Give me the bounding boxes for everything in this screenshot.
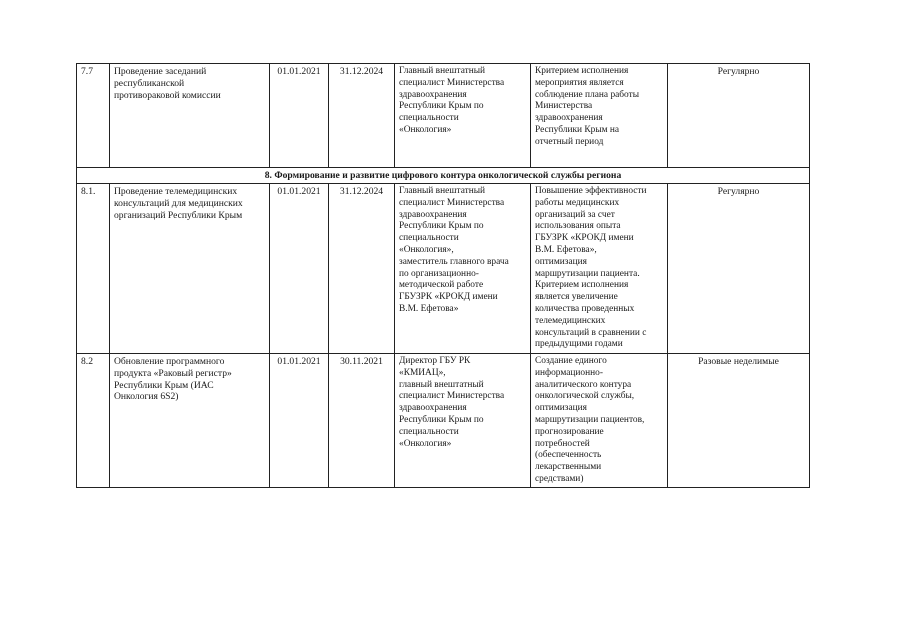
responsible-party: Главный внештатный специалист Министерства здравоохранения Республики Крым по специальности «Онкология» [395,64,531,168]
responsible-party: Директор ГБУ РК «КМИАЦ», главный внештатный специалист Министерства здравоохранения Республики Крым по специальности «Онкология» [395,354,531,488]
row-number: 8.2 [77,354,110,488]
periodicity: Разовые неделимые [668,354,810,488]
end-date: 31.12.2024 [329,184,395,354]
section-title: 8. Формирование и развитие цифрового контура онкологической службы региона [77,168,810,184]
event-name: Проведение телемедицинских консультаций для медицинских организаций Республики Крым [110,184,270,354]
start-date: 01.01.2021 [270,184,329,354]
table-row [77,354,810,488]
activity-plan-table [76,63,810,488]
expected-result: Повышение эффективности работы медицинских организаций за счет использования опыта ГБУЗРК «КРОКД имени В.М. Ефетова», оптимизация маршрутизации пациента. Критерием исполнения является увеличение количества проведенных телемедицинских консультаций в сравнении с предыдущими годами [531,184,668,354]
row-number: 7.7 [77,64,110,168]
end-date: 30.11.2021 [329,354,395,488]
start-date: 01.01.2021 [270,64,329,168]
start-date: 01.01.2021 [270,354,329,488]
end-date: 31.12.2024 [329,64,395,168]
periodicity: Регулярно [668,184,810,354]
periodicity: Регулярно [668,64,810,168]
expected-result: Создание единого информационно- аналитического контура онкологической службы, оптимизация маршрутизации пациентов, прогнозирование потребностей (обеспеченность лекарственными средствами) [531,354,668,488]
responsible-party: Главный внештатный специалист Министерства здравоохранения Республики Крым по специальности «Онкология», заместитель главного врача по организационно- методической работе ГБУЗРК «КРОКД имени В.М. Ефетова» [395,184,531,354]
event-name: Обновление программного продукта «Раковый регистр» Республики Крым (ИАС Онкология 6S2) [110,354,270,488]
row-number: 8.1. [77,184,110,354]
section-header-row [77,168,810,184]
expected-result: Критерием исполнения мероприятия является соблюдение плана работы Министерства здравоохранения Республики Крым на отчетный период [531,64,668,168]
event-name: Проведение заседаний республиканской противораковой комиссии [110,64,270,168]
table-row [77,184,810,354]
table-row [77,64,810,168]
